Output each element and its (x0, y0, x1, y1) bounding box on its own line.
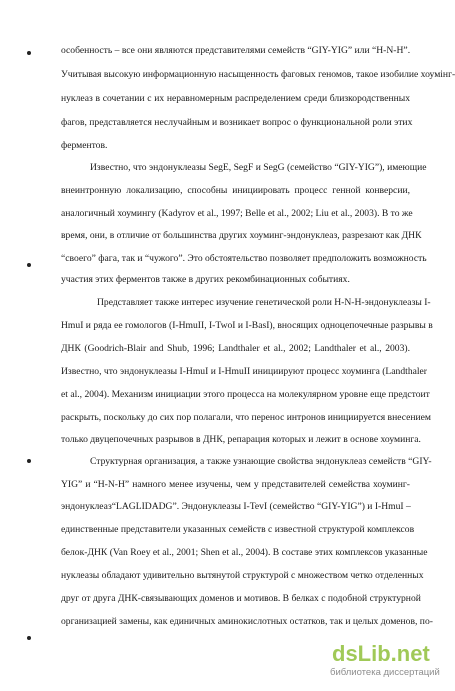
text-line: Известно, что эндонуклеазы SegE, SegF и SegG (семейство “GIY-YIG”), имеющие (90, 162, 427, 173)
text-line: нуклеазы обладают удивительно вытянутой структурой с множеством четко отделенных (61, 570, 424, 581)
text-line: друг от друга ДНК-связывающих доменов и мотивов. В белках с подобной структурной (61, 593, 421, 604)
text-line: et al., 2004). Механизм инициации этого процесса на молекулярном уровне еще предстоит (61, 389, 430, 400)
text-line: ферментов. (61, 140, 108, 151)
text-line: белок-ДНК (Van Roey et al., 2001; Shen et al., 2004). В составе этих комплексов указанные (61, 547, 428, 558)
dslib-logo (332, 640, 442, 666)
text-line: внеинтронную локализацию, способны инициировать процесс генной конверсии, (61, 185, 410, 196)
text-line: время, они, в отличие от большинства других хоуминг-эндонуклеаз, разрезают как ДНК (61, 230, 422, 241)
text-line: аналогичный хоумингу (Kadyrov et al., 1997; Belle et al., 2002; Liu et al., 2003). В то же (61, 208, 413, 219)
text-line: единственные представители указанных семейств с известной структурой комплексов (61, 524, 415, 535)
text-line: “своего” фага, так и “чужого”. Это обстоятельство позволяет предположить возможность (61, 253, 427, 264)
text-line: организацией замены, как единичных аминокислотных остатков, так и целых доменов, по- (61, 616, 433, 627)
text-line: особенность – все они являются представителями семейств “GIY-YIG” или “H-N-H”. (61, 45, 411, 56)
text-line: фагов, представляется неслучайным и возникает вопрос о функциональной роли этих (61, 117, 413, 128)
text-line: только двуцепочечных разрывов в ДНК, репарация которых и лежит в основе хоуминга. (61, 434, 421, 445)
text-line: YIG” и “H-N-H” намного менее изучены, чем у представителей семейства хоуминг- (61, 479, 410, 490)
margin-dot (27, 636, 31, 640)
text-line: Структурная организация, а также узнающие свойства эндонуклеаз семейств “GIY- (90, 456, 432, 467)
text-line: HmuI и ряда ее гомологов (I-HmuII, I-TwoI и I-BasI), вносящих одноцепочечные разрывы в (61, 320, 433, 331)
text-line: нуклеаз в сочетании с их неравномерным распределением среди близкородственных (61, 93, 410, 104)
margin-dot (27, 51, 31, 55)
margin-dot (27, 263, 31, 267)
text-line: Учитывая высокую информационную насыщенность фаговых геномов, такое изобилие хоумінг- (61, 69, 455, 80)
svg-text:dsLib.net: dsLib.net (332, 641, 430, 666)
watermark-caption: библиотека диссертаций (330, 667, 440, 678)
text-line: раскрыть, поскольку до сих пор полагали, что перенос интронов инициируется внесением (61, 412, 431, 423)
text-line: Представляет также интерес изучение генетической роли H-N-H-эндонуклеазы I- (97, 297, 431, 308)
text-line: ДНК (Goodrich-Blair and Shub, 1996; Landthaler et al., 2002; Landthaler et al., 2003). (61, 343, 410, 354)
margin-dot (27, 459, 31, 463)
text-line: эндонуклеаз“LAGLIDADG”. Эндонуклеазы I-TevI (семейство “GIY-YIG”) и I-HmuI – (61, 501, 411, 512)
text-line: Известно, что эндонуклеазы I-HmuI и I-HmuII инициируют процесс хоуминга (Landthaler (61, 366, 427, 377)
text-line: участия этих ферментов также в других рекомбинационных событиях. (61, 274, 350, 285)
